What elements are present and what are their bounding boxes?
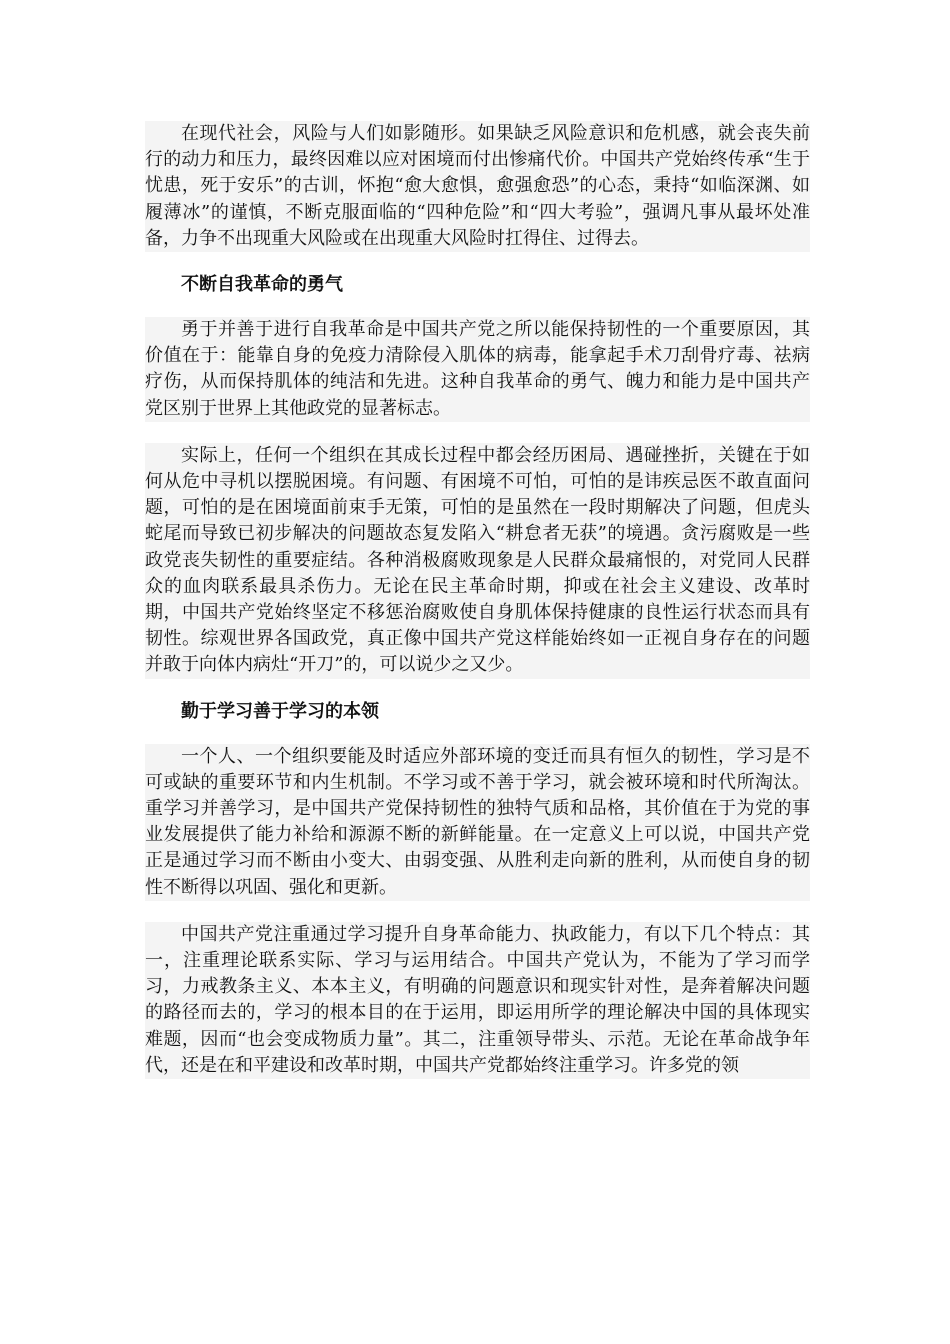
paragraph: 在现代社会，风险与人们如影随形。如果缺乏风险意识和危机感，就会丧失前行的动力和压力，最终因难以应对困境而付出惨痛代价。中国共产党始终传承“生于忧患，死于安乐”的古训，怀抱“愈大愈惧，愈强愈恐”的心态，秉持“如临深渊、如履薄冰”的谨慎，不断克服面临的“四种危险”和“四大考验”，强调凡事从最坏处准备，力争不出现重大风险或在出现重大风险时扛得住、过得去。 xyxy=(145,121,810,252)
document-body xyxy=(145,121,810,1079)
spacer xyxy=(145,725,810,744)
spacer xyxy=(145,901,810,922)
paragraph: 勇于并善于进行自我革命是中国共产党之所以能保持韧性的一个重要原因，其价值在于：能靠自身的免疫力清除侵入肌体的病毒，能拿起手术刀刮骨疗毒、祛病疗伤，从而保持肌体的纯洁和先进。这种自我革命的勇气、魄力和能力是中国共产党区别于世界上其他政党的显著标志。 xyxy=(145,317,810,422)
paragraph: 中国共产党注重通过学习提升自身革命能力、执政能力，有以下几个特点：其一，注重理论联系实际、学习与运用结合。中国共产党认为，不能为了学习而学习，力戒教条主义、本本主义，有明确的问题意识和现实针对性，是奔着解决问题的路径而去的，学习的根本目的在于运用，即运用所学的理论解决中国的具体现实难题，因而“也会变成物质力量”。其二，注重领导带头、示范。无论在革命战争年代，还是在和平建设和改革时期，中国共产党都始终注重学习。许多党的领 xyxy=(145,922,810,1079)
paragraph: 实际上，任何一个组织在其成长过程中都会经历困局、遇碰挫折，关键在于如何从危中寻机以摆脱困境。有问题、有困境不可怕，可怕的是讳疾忌医不敢直面问题，可怕的是在困境面前束手无策，可怕的是虽然在一段时期解决了问题，但虎头蛇尾而导致已初步解决的问题故态复发陷入“耕怠者无获”的境遇。贪污腐败是一些政党丧失韧性的重要症结。各种消极腐败现象是人民群众最痛恨的，对党同人民群众的血肉联系最具杀伤力。无论在民主革命时期，抑或在社会主义建设、改革时期，中国共产党始终坚定不移惩治腐败使自身肌体保持健康的良性运行状态而具有韧性。综观世界各国政党，真正像中国共产党这样能始终如一正视自身存在的问题并敢于向体内病灶“开刀”的，可以说少之又少。 xyxy=(145,443,810,679)
section-heading: 不断自我革命的勇气 xyxy=(181,274,343,296)
spacer xyxy=(145,422,810,443)
section-heading: 勤于学习善于学习的本领 xyxy=(181,700,379,722)
spacer xyxy=(145,252,810,272)
spacer xyxy=(145,679,810,699)
paragraph: 一个人、一个组织要能及时适应外部环境的变迁而具有恒久的韧性，学习是不可或缺的重要环节和内生机制。不学习或不善于学习，就会被环境和时代所淘汰。重学习并善学习，是中国共产党保持韧性的独特气质和品格，其价值在于为党的事业发展提供了能力补给和源源不断的新鲜能量。在一定意义上可以说，中国共产党正是通过学习而不断由小变大、由弱变强、从胜利走向新的胜利，从而使自身的韧性不断得以巩固、强化和更新。 xyxy=(145,744,810,901)
spacer xyxy=(145,298,810,317)
